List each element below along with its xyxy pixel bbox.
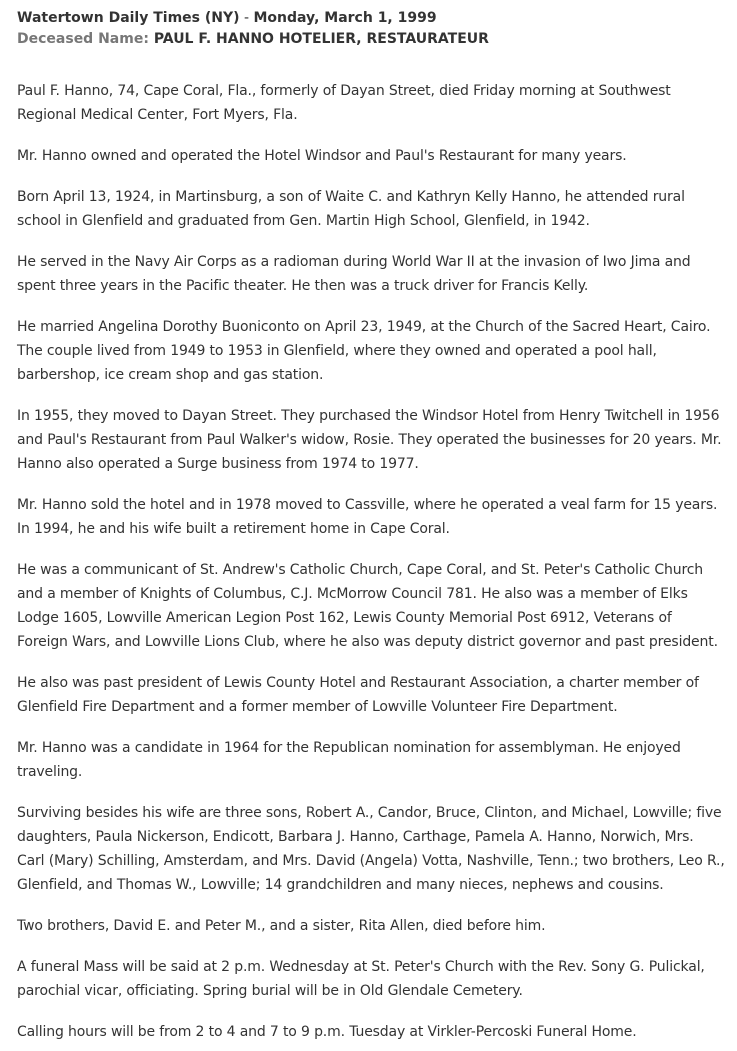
paragraph: Paul F. Hanno, 74, Cape Coral, Fla., formerly of Dayan Street, died Friday morning at Southwest Regional Medical Center, Fort Myers, Fla. bbox=[17, 83, 671, 123]
paragraph: Calling hours will be from 2 to 4 and 7 to 9 p.m. Tuesday at Virkler-Percoski Funeral Home. bbox=[17, 1024, 637, 1040]
publication-line bbox=[17, 8, 725, 29]
paragraph: He was a communicant of St. Andrew's Catholic Church, Cape Coral, and St. Peter's Catholic Church and a member of Knights of Columbus, C.J. McMorrow Council 781. He also was a member of Elks Lodge 1605, Lowville American Legion Post 162, Lewis County Memorial Post 6912, Veterans of Foreign Wars, and Lowville Lions Club, where he also was deputy district governor and past president. bbox=[17, 562, 718, 650]
paragraph: Born April 13, 1924, in Martinsburg, a son of Waite C. and Kathryn Kelly Hanno, he attended rural school in Glenfield and graduated from Gen. Martin High School, Glenfield, in 1942. bbox=[17, 189, 685, 229]
paragraph: A funeral Mass will be said at 2 p.m. Wednesday at St. Peter's Church with the Rev. Sony G. Pulickal, parochial vicar, officiating. Spring burial will be in Old Glendale Cemetery. bbox=[17, 959, 705, 999]
paragraph: In 1955, they moved to Dayan Street. They purchased the Windsor Hotel from Henry Twitchell in 1956 and Paul's Restaurant from Paul Walker's widow, Rosie. They operated the businesses for 20 years. Mr. Hanno also operated a Surge business from 1974 to 1977. bbox=[17, 408, 722, 472]
obituary-body bbox=[17, 79, 725, 1044]
paragraph: Mr. Hanno owned and operated the Hotel Windsor and Paul's Restaurant for many years. bbox=[17, 148, 627, 164]
header-separator: - bbox=[239, 10, 254, 26]
paragraph: He married Angelina Dorothy Buoniconto on April 23, 1949, at the Church of the Sacred Heart, Cairo. The couple lived from 1949 to 1953 in Glenfield, where they owned and operated a pool hall, barbershop, ice cream shop and gas station. bbox=[17, 319, 711, 383]
paragraph: Mr. Hanno sold the hotel and in 1978 moved to Cassville, where he operated a veal farm for 15 years. In 1994, he and his wife built a retirement home in Cape Coral. bbox=[17, 497, 718, 537]
deceased-name: PAUL F. HANNO HOTELIER, RESTAURATEUR bbox=[153, 31, 489, 47]
deceased-label: Deceased Name: bbox=[17, 31, 149, 47]
paragraph: Two brothers, David E. and Peter M., and a sister, Rita Allen, died before him. bbox=[17, 918, 546, 934]
publication-name: Watertown Daily Times (NY) bbox=[17, 10, 240, 26]
deceased-line bbox=[17, 29, 725, 50]
paragraph: Surviving besides his wife are three sons, Robert A., Candor, Bruce, Clinton, and Michael, Lowville; five daughters, Paula Nickerson, Endicott, Barbara J. Hanno, Carthage, Pamela A. Hanno, Norwich, Mrs. Carl (Mary) Schilling, Amsterdam, and Mrs. David (Angela) Votta, Nashville, Tenn.; two brothers, Leo R., Glenfield, and Thomas W., Lowville; 14 grandchildren and many nieces, nephews and cousins. bbox=[17, 805, 725, 893]
paragraph: Mr. Hanno was a candidate in 1964 for the Republican nomination for assemblyman. He enjoyed traveling. bbox=[17, 740, 681, 780]
paragraph: He also was past president of Lewis County Hotel and Restaurant Association, a charter member of Glenfield Fire Department and a former member of Lowville Volunteer Fire Department. bbox=[17, 675, 699, 715]
paragraph: He served in the Navy Air Corps as a radioman during World War II at the invasion of Iwo Jima and spent three years in the Pacific theater. He then was a truck driver for Francis Kelly. bbox=[17, 254, 691, 294]
publication-date: Monday, March 1, 1999 bbox=[253, 10, 437, 26]
